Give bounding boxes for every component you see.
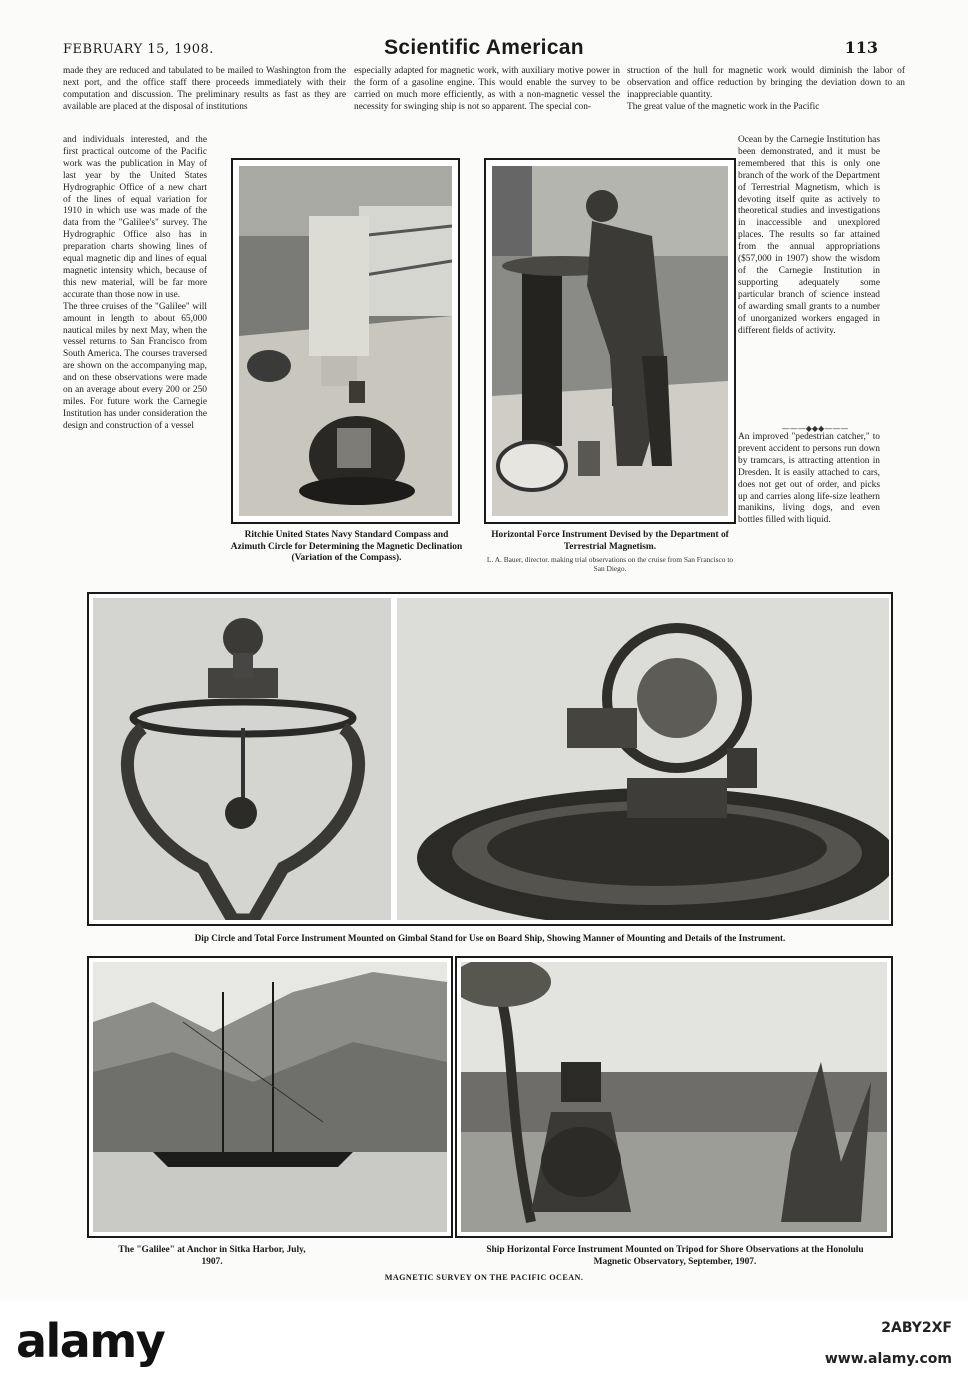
compass-photo (239, 166, 452, 516)
section-separator: ———◆◆◆——— (781, 424, 849, 433)
horizontal-force-photo (492, 166, 728, 516)
tripod-photo-frame (455, 956, 893, 1238)
dip-circle-photo (93, 598, 391, 920)
alamy-logo: alamy (16, 1314, 165, 1368)
compass-photo-frame (231, 158, 460, 524)
compass-caption: Ritchie United States Navy Standard Compass and Azimuth Circle for Determining the Magnetic Declination (Variation of the Compass). (230, 530, 463, 563)
body-text-col1-top: made they are reduced and tabulated to be mailed to Washington from the next port, and the office staff there proceeds immediately with their computation and discussion. The preliminary results as fast as they are available are placed at the disposal of institutions (63, 66, 346, 112)
horizontal-force-caption: Horizontal Force Instrument Devised by the Department of Terrestrial Magnetism. (491, 530, 729, 552)
body-text-col2-top: especially adapted for magnetic work, with auxiliary motive power in the form of a gasoline engine. This would enable the survey to be carried on much more efficiently, as with a non-magnetic vessel the necessity for swinging ship is not so apparent. The special con- (354, 66, 620, 112)
body-text-col3-note: An improved "pedestrian catcher," to prevent accident to persons run down by tramcars, is attracting attention in Dresden. It is easily attached to cars, does not get out of order, and picks up and carries along life-size leathern manikins, living dogs, and even bottles filled with liquid. (738, 432, 880, 526)
horizontal-force-subcaption: L. A. Bauer, director. making trial observations on the cruise from San Francisco to San Diego. (486, 555, 734, 573)
page-number: 113 (844, 38, 878, 57)
section-title: MAGNETIC SURVEY ON THE PACIFIC OCEAN. (384, 1273, 584, 1282)
galilee-photo (93, 962, 447, 1232)
image-id: 2ABY2XF (881, 1320, 952, 1336)
masthead-title: Scientific American (384, 36, 584, 59)
galilee-caption: The "Galilee" at Anchor in Sitka Harbor, July, 1907. (118, 1245, 306, 1267)
horizontal-force-photo-frame (484, 158, 736, 524)
body-text-col3: Ocean by the Carnegie Institution has been demonstrated, and it must be remembered that this is only one branch of the work of the Department of Terrestrial Magnetism, which is devoting itself quite as actively to theoretical studies and investigations in inaccessible and unexplored places. The results so far attained from the annual appropriations ($57,000 in 1907) show the wisdom of the Carnegie Institution in supporting adequately some particular branch of science instead of awarding small grants to a number of unorganized workers engaged in different fields of activity. (738, 135, 880, 336)
body-text-col3-top: struction of the hull for magnetic work would diminish the labor of observation and office reduction by bringing the deviation down to an inappreciable quantity. The great value of the magnetic work in the Pacific (627, 66, 905, 112)
galilee-photo-frame (87, 956, 453, 1238)
dip-circle-photo-frame (87, 592, 893, 926)
watermark-url: www.alamy.com (824, 1351, 952, 1367)
total-force-photo (397, 598, 889, 920)
body-text-col1: and individuals interested, and the first practical outcome of the Pacific work was the publication in May of last year by the United States Hydrographic Office of a new chart of the lines of equal variation for 1910 in which use was made of the data from the "Galilee's" survey. The Hydrographic Office also has in preparation charts showing lines of equal magnetic dip and lines of equal magnetic intensity which, because of this new material, will be far more accurate than those now in use. The three cruises of the "Galilee" will amount in length to about 65,000 nautical miles by next May, when the vessel returns to San Francisco from South America. The courses traversed are shown on the accompanying map, and on these observations were made on an average about every 200 or 250 miles. For future work the Carnegie Institution has under consideration the design and construction of a vessel (63, 135, 207, 431)
dip-circle-caption: Dip Circle and Total Force Instrument Mounted on Gimbal Stand for Use on Board Ship, Showing Manner of Mounting and Details of the Instrument. (194, 933, 786, 943)
tripod-caption: Ship Horizontal Force Instrument Mounted on Tripod for Shore Observations at the Honolulu Magnetic Observatory, September, 1907. (486, 1245, 864, 1267)
tripod-photo (461, 962, 887, 1232)
issue-date: FEBRUARY 15, 1908. (63, 42, 214, 57)
